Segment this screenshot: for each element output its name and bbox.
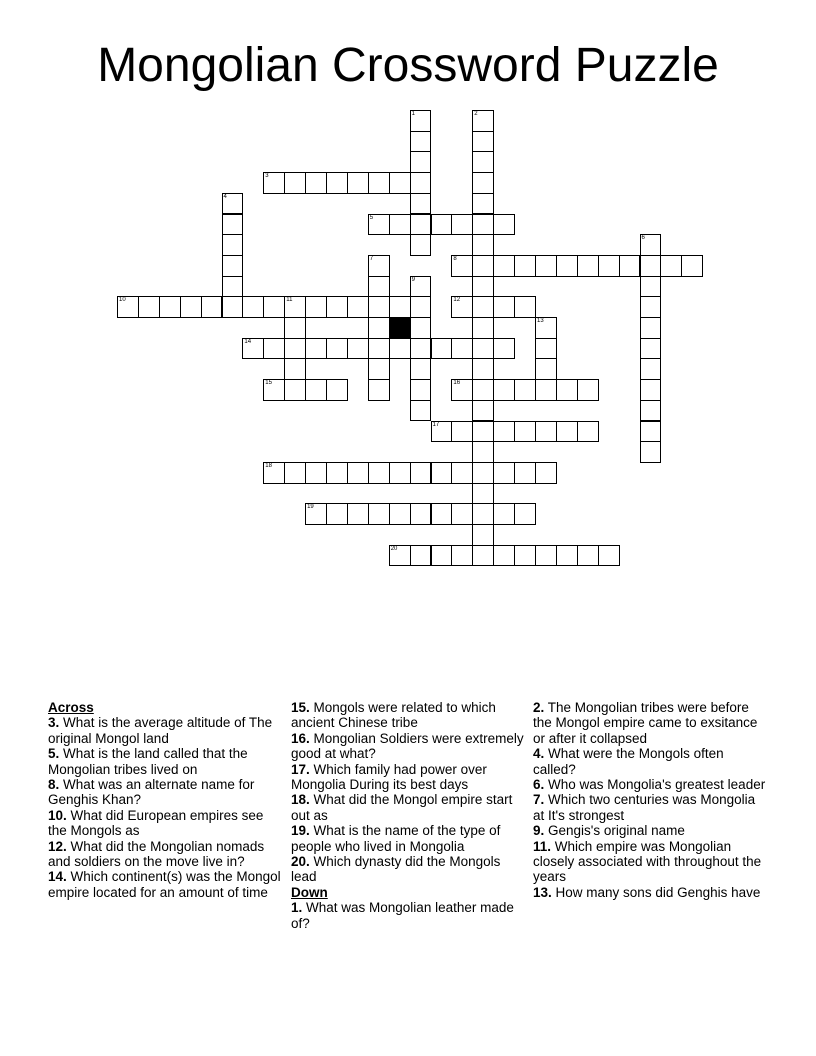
clue-label-number: 5. <box>48 746 60 762</box>
grid-cell[interactable] <box>535 462 557 484</box>
clue-label-number: 14. <box>48 869 67 885</box>
clue-text: Mongolian Soldiers were extremely good at what? <box>291 730 524 762</box>
grid-cell[interactable] <box>472 151 494 173</box>
clue-label-number: 3. <box>48 715 60 731</box>
grid-cell[interactable] <box>514 462 536 484</box>
clue-text: What is the name of the type of people who lived in Mongolia <box>291 823 501 854</box>
across-clue <box>291 792 527 823</box>
grid-cell[interactable] <box>410 193 432 215</box>
grid-cell[interactable] <box>640 358 662 380</box>
grid-cell[interactable] <box>514 545 536 567</box>
grid-cell[interactable] <box>577 379 599 401</box>
grid-cell[interactable] <box>535 545 557 567</box>
clue-number: 16 <box>453 380 461 387</box>
grid-cell[interactable] <box>451 462 473 484</box>
grid-cell[interactable] <box>326 462 348 484</box>
grid-cell[interactable] <box>410 462 432 484</box>
clue-label-number: 9. <box>533 823 545 839</box>
grid-cell[interactable] <box>472 172 494 194</box>
grid-cell[interactable] <box>451 379 473 401</box>
grid-cell[interactable] <box>640 400 662 422</box>
clue-label-number: 20. <box>291 854 310 870</box>
clue-number: 15 <box>265 380 272 387</box>
grid-cell[interactable] <box>222 214 244 236</box>
grid-cell[interactable] <box>431 503 453 525</box>
grid-cell[interactable] <box>535 255 557 277</box>
clue-label-number: 6. <box>533 777 545 793</box>
grid-cell[interactable] <box>305 379 327 401</box>
grid-cell[interactable] <box>640 276 662 298</box>
grid-cell[interactable] <box>347 338 369 360</box>
grid-cell[interactable] <box>640 441 662 463</box>
grid-cell[interactable] <box>410 131 432 153</box>
down-heading: Down <box>291 884 328 900</box>
grid-cell[interactable] <box>431 214 453 236</box>
clue-label-number: 18. <box>291 792 310 808</box>
grid-cell[interactable] <box>640 338 662 360</box>
down-clue <box>291 900 527 931</box>
grid-cell[interactable] <box>472 317 494 339</box>
grid-cell[interactable] <box>535 358 557 380</box>
clue-label-number: 7. <box>533 792 545 808</box>
clue-label-number: 10. <box>48 807 67 823</box>
grid-cell[interactable] <box>493 255 515 277</box>
grid-cell[interactable] <box>222 193 244 215</box>
grid-cell[interactable] <box>493 379 515 401</box>
grid-cell[interactable] <box>389 462 411 484</box>
grid-cell[interactable] <box>284 338 306 360</box>
grid-cell[interactable] <box>389 296 411 318</box>
clue-text: Which two centuries was Mongolia at It's strongest <box>533 792 756 823</box>
grid-cell[interactable] <box>368 296 390 318</box>
clue-label-number: 8. <box>48 777 60 793</box>
clue-label-number: 13. <box>533 884 552 900</box>
clue-number: 19 <box>307 504 314 511</box>
grid-cell[interactable] <box>472 358 494 380</box>
clue-number: 3 <box>265 173 269 180</box>
grid-cell[interactable] <box>222 276 244 298</box>
grid-cell[interactable] <box>472 276 494 298</box>
clue-column-1 <box>48 700 284 900</box>
clue-text: What did European empires see the Mongols as <box>48 807 264 839</box>
down-clue <box>533 823 769 838</box>
grid-cell[interactable] <box>410 503 432 525</box>
grid-cell[interactable] <box>472 462 494 484</box>
grid-cell[interactable] <box>640 317 662 339</box>
clue-number: 8 <box>453 255 457 262</box>
grid-cell[interactable] <box>180 296 202 318</box>
grid-cell[interactable] <box>493 296 515 318</box>
grid-cell[interactable] <box>535 338 557 360</box>
grid-cell[interactable] <box>431 421 453 443</box>
grid-cell[interactable] <box>472 214 494 236</box>
clue-label-number: 4. <box>533 746 545 762</box>
grid-cell[interactable] <box>305 296 327 318</box>
grid-cell[interactable] <box>577 255 599 277</box>
grid-cell[interactable] <box>660 255 682 277</box>
across-heading: Across <box>48 700 94 715</box>
grid-cell[interactable] <box>472 545 494 567</box>
grid-cell[interactable] <box>389 338 411 360</box>
grid-cell[interactable] <box>284 317 306 339</box>
clue-text: What was an alternate name for Genghis Khan? <box>48 777 255 808</box>
grid-cell[interactable] <box>535 421 557 443</box>
across-clue <box>291 731 527 762</box>
grid-cell[interactable] <box>117 296 139 318</box>
across-clue <box>48 839 284 870</box>
clue-text: Which continent(s) was the Mongol empire located for an amount of time <box>48 869 281 900</box>
grid-cell[interactable] <box>138 296 160 318</box>
clue-column-3 <box>533 700 769 900</box>
grid-cell[interactable] <box>556 255 578 277</box>
grid-cell[interactable] <box>263 296 285 318</box>
grid-cell[interactable] <box>556 421 578 443</box>
grid-cell[interactable] <box>389 503 411 525</box>
grid-cell[interactable] <box>347 503 369 525</box>
grid-cell[interactable] <box>389 172 411 194</box>
clue-text: What did the Mongol empire start out as <box>291 792 513 823</box>
down-clue <box>533 700 769 746</box>
clue-text: What were the Mongols often called? <box>533 746 724 777</box>
grid-cell[interactable] <box>263 462 285 484</box>
grid-cell[interactable] <box>368 379 390 401</box>
clue-text: What was Mongolian leather made of? <box>291 900 514 931</box>
clue-number: 9 <box>411 276 415 283</box>
clue-label-number: 19. <box>291 823 310 839</box>
clue-label-number: 1. <box>291 900 303 916</box>
clue-text: What did the Mongolian nomads and soldiers on the move live in? <box>48 838 265 870</box>
grid-cell[interactable] <box>514 421 536 443</box>
grid-cell[interactable] <box>640 379 662 401</box>
grid-cell[interactable] <box>284 172 306 194</box>
clue-number: 6 <box>641 235 645 242</box>
clue-text: Which family had power over Mongolia During its best days <box>291 761 487 793</box>
grid-cell[interactable] <box>347 462 369 484</box>
grid-cell[interactable] <box>410 151 432 173</box>
grid-cell[interactable] <box>472 379 494 401</box>
grid-cell[interactable] <box>472 441 494 463</box>
grid-cell[interactable] <box>410 400 432 422</box>
grid-cell[interactable] <box>451 214 473 236</box>
down-clue <box>533 792 769 823</box>
clue-number: 5 <box>369 214 374 221</box>
clue-text: What is the land called that the Mongolian tribes lived on <box>48 746 248 777</box>
grid-cell[interactable] <box>305 338 327 360</box>
clue-number: 17 <box>432 421 440 428</box>
down-clue <box>533 777 769 792</box>
grid-cell[interactable] <box>598 545 620 567</box>
down-clue <box>533 746 769 777</box>
grid-cell[interactable] <box>389 545 411 567</box>
grid-cell[interactable] <box>514 255 536 277</box>
clue-number: 13 <box>537 318 544 324</box>
clue-label-number: 2. <box>533 700 545 715</box>
grid-cell[interactable] <box>493 503 515 525</box>
grid-cell[interactable] <box>326 172 348 194</box>
grid-cell[interactable] <box>493 545 515 567</box>
grid-cell[interactable] <box>451 545 473 567</box>
clue-text: Mongols were related to which ancient Chinese tribe <box>291 700 496 731</box>
clue-text: What is the average altitude of The original Mongol land <box>48 715 273 746</box>
grid-cell[interactable] <box>410 379 432 401</box>
across-clue <box>48 746 284 777</box>
grid-cell[interactable] <box>410 214 432 236</box>
grid-cell[interactable] <box>472 400 494 422</box>
clue-number: 7 <box>369 255 374 262</box>
across-clue <box>48 715 284 746</box>
grid-cell[interactable] <box>493 421 515 443</box>
clue-number: 12 <box>453 297 461 304</box>
clue-text: Which dynasty did the Mongols lead <box>291 854 501 885</box>
grid-cell[interactable] <box>472 255 494 277</box>
clue-label-number: 11. <box>533 838 552 854</box>
clue-number: 20 <box>390 545 398 552</box>
clue-number: 14 <box>244 338 252 345</box>
grid-cell[interactable] <box>410 338 432 360</box>
clue-number: 2 <box>474 111 478 117</box>
grid-cell[interactable] <box>305 503 327 525</box>
down-clue <box>533 839 769 885</box>
grid-cell[interactable] <box>451 421 473 443</box>
clue-text: Who was Mongolia's greatest leader <box>544 777 766 793</box>
grid-cell[interactable] <box>368 214 390 236</box>
clue-text: The Mongolian tribes were before the Mongol empire came to exsitance or after it collapsed <box>533 700 758 746</box>
across-clue <box>291 700 527 731</box>
grid-cell[interactable] <box>347 172 369 194</box>
grid-cell[interactable] <box>368 503 390 525</box>
grid-cell[interactable] <box>493 462 515 484</box>
grid-cell[interactable] <box>410 276 432 298</box>
grid-cell[interactable] <box>222 296 244 318</box>
grid-cell[interactable] <box>514 296 536 318</box>
clue-column-2 <box>291 700 527 931</box>
grid-cell[interactable] <box>556 545 578 567</box>
grid-cell[interactable] <box>640 234 662 256</box>
grid-cell[interactable] <box>472 503 494 525</box>
grid-cell[interactable] <box>514 379 536 401</box>
grid-cell[interactable] <box>577 421 599 443</box>
grid-cell[interactable] <box>326 338 348 360</box>
clue-text: Which empire was Mongolian closely associated with throughout the years <box>533 838 762 885</box>
grid-cell[interactable] <box>472 338 494 360</box>
grid-cell[interactable] <box>368 276 390 298</box>
grid-cell[interactable] <box>410 317 432 339</box>
clue-label-number: 12. <box>48 838 67 854</box>
grid-cell[interactable] <box>368 172 390 194</box>
clue-label-number: 17. <box>291 761 310 777</box>
grid-cell[interactable] <box>493 338 515 360</box>
clue-number: 10 <box>119 297 126 304</box>
grid-cell[interactable] <box>556 379 578 401</box>
grid-cell[interactable] <box>577 545 599 567</box>
grid-cell[interactable] <box>326 296 348 318</box>
grid-cell[interactable] <box>284 379 306 401</box>
grid-cell[interactable] <box>514 503 536 525</box>
grid-cell[interactable] <box>368 462 390 484</box>
grid-cell[interactable] <box>284 462 306 484</box>
grid-cell[interactable] <box>410 296 432 318</box>
across-clue <box>291 823 527 854</box>
grid-cell[interactable] <box>263 172 285 194</box>
grid-cell[interactable] <box>431 545 453 567</box>
grid-cell[interactable] <box>535 317 557 339</box>
grid-cell[interactable] <box>242 296 264 318</box>
grid-cell[interactable] <box>451 338 473 360</box>
grid-cell[interactable] <box>640 421 662 443</box>
grid-cell[interactable] <box>368 358 390 380</box>
grid-cell[interactable] <box>598 255 620 277</box>
grid-cell[interactable] <box>410 545 432 567</box>
grid-cell[interactable] <box>305 172 327 194</box>
grid-cell[interactable] <box>326 379 348 401</box>
page-title: Mongolian Crossword Puzzle <box>97 39 719 92</box>
grid-block-cell <box>389 317 411 339</box>
grid-cell[interactable] <box>472 110 494 132</box>
clue-number: 18 <box>265 462 272 469</box>
grid-cell[interactable] <box>222 255 244 277</box>
grid-cell[interactable] <box>368 338 390 360</box>
across-clue <box>48 777 284 808</box>
clue-number: 11 <box>286 297 293 304</box>
grid-cell[interactable] <box>431 338 453 360</box>
grid-cell[interactable] <box>472 524 494 546</box>
grid-cell[interactable] <box>451 296 473 318</box>
grid-cell[interactable] <box>472 193 494 215</box>
clue-text: How many sons did Genghis have <box>551 884 761 900</box>
grid-cell[interactable] <box>431 462 453 484</box>
grid-cell[interactable] <box>201 296 223 318</box>
clue-text: Gengis's original name <box>544 823 685 839</box>
grid-cell[interactable] <box>493 214 515 236</box>
grid-cell[interactable] <box>535 379 557 401</box>
across-clue <box>48 869 284 900</box>
clue-number: 4 <box>223 193 227 200</box>
grid-cell[interactable] <box>472 296 494 318</box>
grid-cell[interactable] <box>410 234 432 256</box>
grid-cell[interactable] <box>368 317 390 339</box>
grid-cell[interactable] <box>640 255 662 277</box>
down-clue <box>533 885 769 900</box>
grid-cell[interactable] <box>263 338 285 360</box>
grid-cell[interactable] <box>451 255 473 277</box>
grid-cell[interactable] <box>284 358 306 380</box>
grid-cell[interactable] <box>347 296 369 318</box>
grid-cell[interactable] <box>368 255 390 277</box>
across-clue <box>48 808 284 839</box>
clue-label-number: 15. <box>291 700 310 715</box>
grid-cell[interactable] <box>242 338 264 360</box>
grid-cell[interactable] <box>640 296 662 318</box>
across-clue <box>291 854 527 885</box>
grid-cell[interactable] <box>305 462 327 484</box>
grid-cell[interactable] <box>263 379 285 401</box>
grid-cell[interactable] <box>389 214 411 236</box>
grid-cell[interactable] <box>410 110 432 132</box>
clue-number: 1 <box>411 111 415 117</box>
grid-cell[interactable] <box>619 255 641 277</box>
grid-cell[interactable] <box>326 503 348 525</box>
grid-cell[interactable] <box>681 255 703 277</box>
grid-cell[interactable] <box>451 503 473 525</box>
grid-cell[interactable] <box>472 483 494 505</box>
grid-cell[interactable] <box>159 296 181 318</box>
grid-cell[interactable] <box>410 172 432 194</box>
across-clue <box>291 762 527 793</box>
clue-label-number: 16. <box>291 730 310 746</box>
grid-cell[interactable] <box>472 421 494 443</box>
grid-cell[interactable] <box>284 296 306 318</box>
grid-cell[interactable] <box>472 131 494 153</box>
grid-cell[interactable] <box>472 234 494 256</box>
grid-cell[interactable] <box>222 234 244 256</box>
grid-cell[interactable] <box>410 358 432 380</box>
